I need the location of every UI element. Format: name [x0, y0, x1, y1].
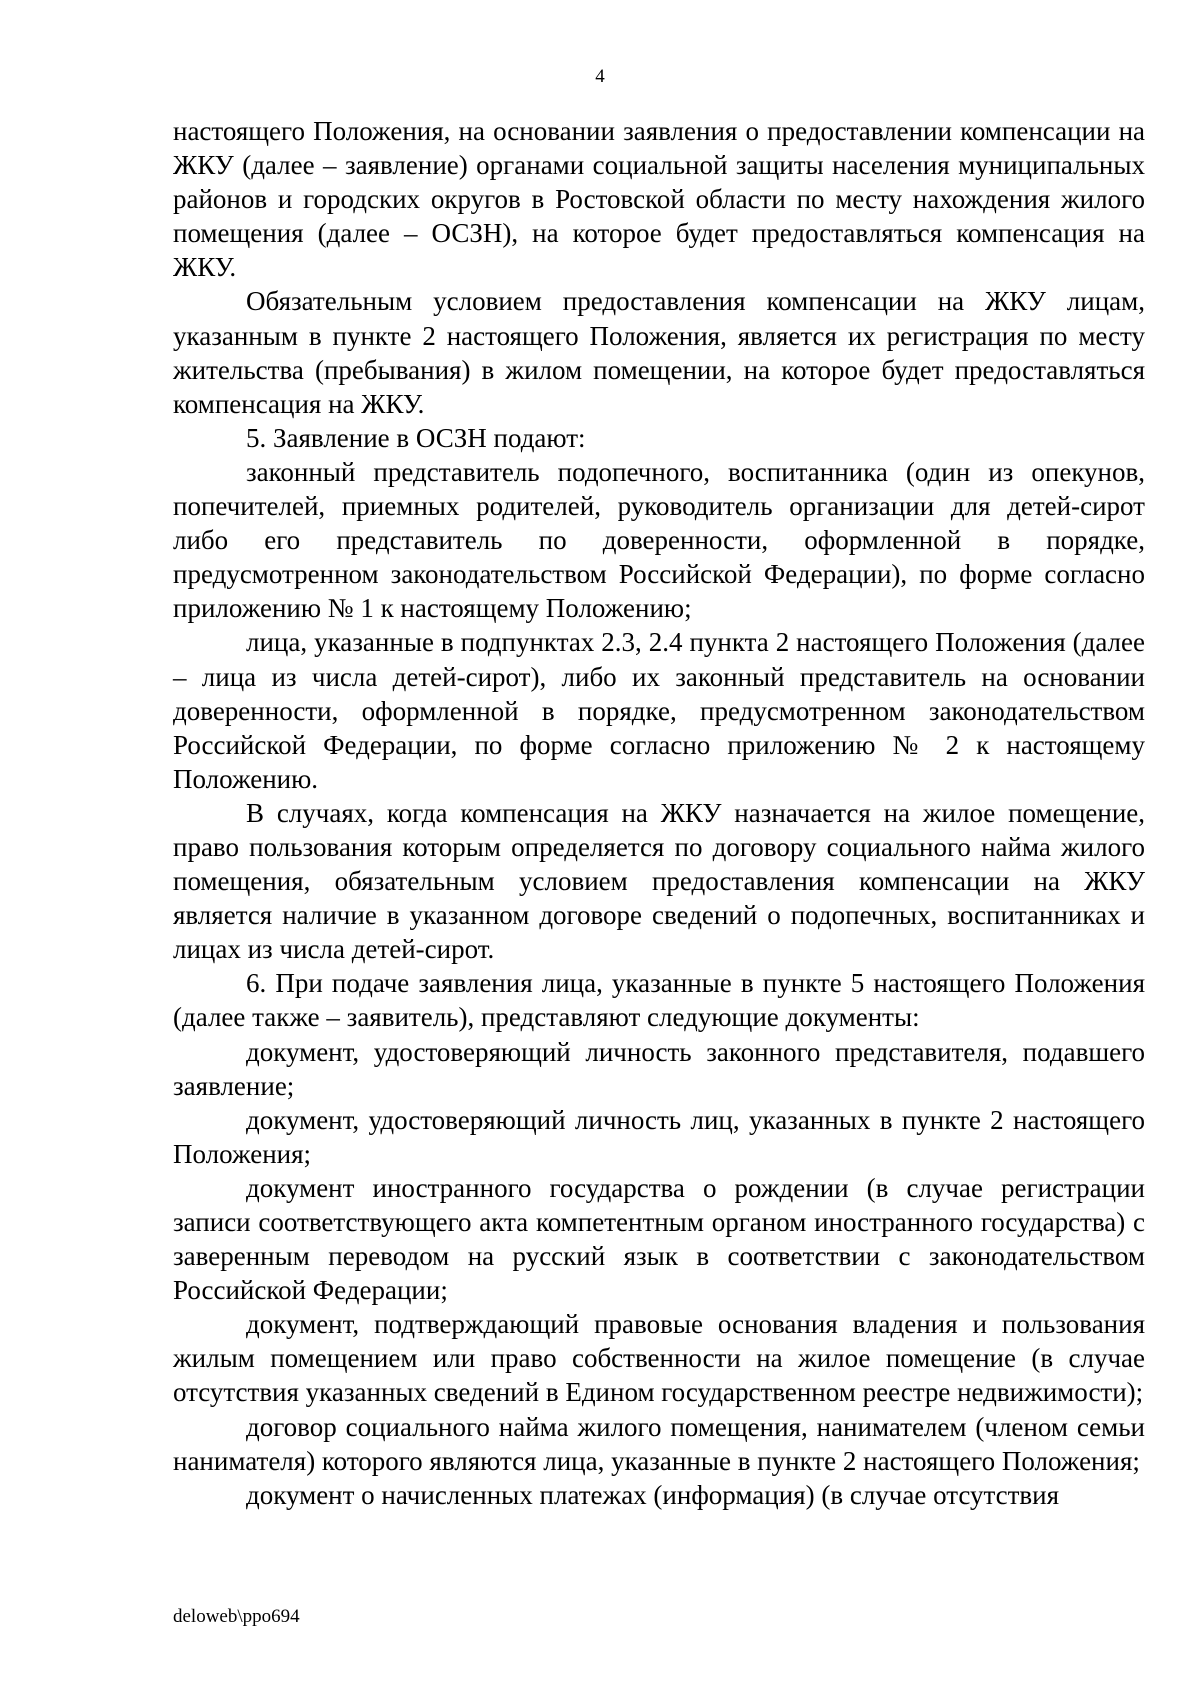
paragraph: документ, подтверждающий правовые основания владения и пользования жилым помещением или право собственности на жилое помещение (в случае отсутствия указанных сведений в Едином государственном реестре недвижимости); [173, 1309, 1145, 1408]
paragraph: договор социального найма жилого помещения, нанимателем (членом семьи нанимателя) которого являются лица, указанные в пункте 2 настоящего Положения; [173, 1411, 1145, 1476]
document-footer-code: deloweb\ppo694 [173, 1606, 300, 1627]
paragraph: 5. Заявление в ОСЗН подают: [246, 422, 586, 453]
paragraph: Обязательным условием предоставления компенсации на ЖКУ лицам, указанным в пункте 2 настоящего Положения, является их регистрация по месту жительства (пребывания) в жилом помещении, на которое будет предоставляться компенсация на ЖКУ. [173, 286, 1145, 419]
paragraph: документ иностранного государства о рождении (в случае регистрации записи соответствующего акта компетентным органом иностранного государства) с заверенным переводом на русский язык в соответствии с законодательством Российской Федерации; [173, 1172, 1145, 1306]
page-number: 4 [595, 66, 605, 87]
paragraph: В случаях, когда компенсация на ЖКУ назначается на жилое помещение, право пользования которым определяется по договору социального найма жилого помещения, обязательным условием предоставления компенсации на ЖКУ является наличие в указанном договоре сведений о подопечных, воспитанниках и лицах из числа детей-сирот. [173, 797, 1145, 965]
paragraph: законный представитель подопечного, воспитанника (один из опекунов, попечителей, приемных родителей, руководитель организации для детей-сирот либо его представитель по доверенности, оформленной в порядке, предусмотренном законодательством Российской Федерации), по форме согласно приложению № 1 к настоящему Положению; [173, 456, 1145, 624]
paragraph: документ о начисленных платежах (информация) (в случае отсутствия [246, 1479, 1060, 1510]
paragraph: документ, удостоверяющий личность законного представителя, подавшего заявление; [173, 1036, 1145, 1101]
paragraph: лица, указанные в подпунктах 2.3, 2.4 пункта 2 настоящего Положения (далее – лица из числа детей-сирот), либо их законный представитель на основании доверенности, оформленной в порядке, предусмотренном законодательством Российской Федерации, по форме согласно приложению № 2 к настоящему Положению. [173, 627, 1145, 794]
paragraph: настоящего Положения, на основании заявления о предоставлении компенсации на ЖКУ (далее – заявление) органами социальной защиты населения муниципальных районов и городских округов в Ростовской области по месту нахождения жилого помещения (далее – ОСЗН), на которое будет предоставляться компенсация на ЖКУ. [173, 116, 1145, 283]
paragraph: документ, удостоверяющий личность лиц, указанных в пункте 2 настоящего Положения; [173, 1104, 1145, 1169]
document-body [173, 114, 1145, 1512]
paragraph: 6. При подаче заявления лица, указанные в пункте 5 настоящего Положения (далее также – заявитель), представляют следующие документы: [173, 968, 1145, 1033]
